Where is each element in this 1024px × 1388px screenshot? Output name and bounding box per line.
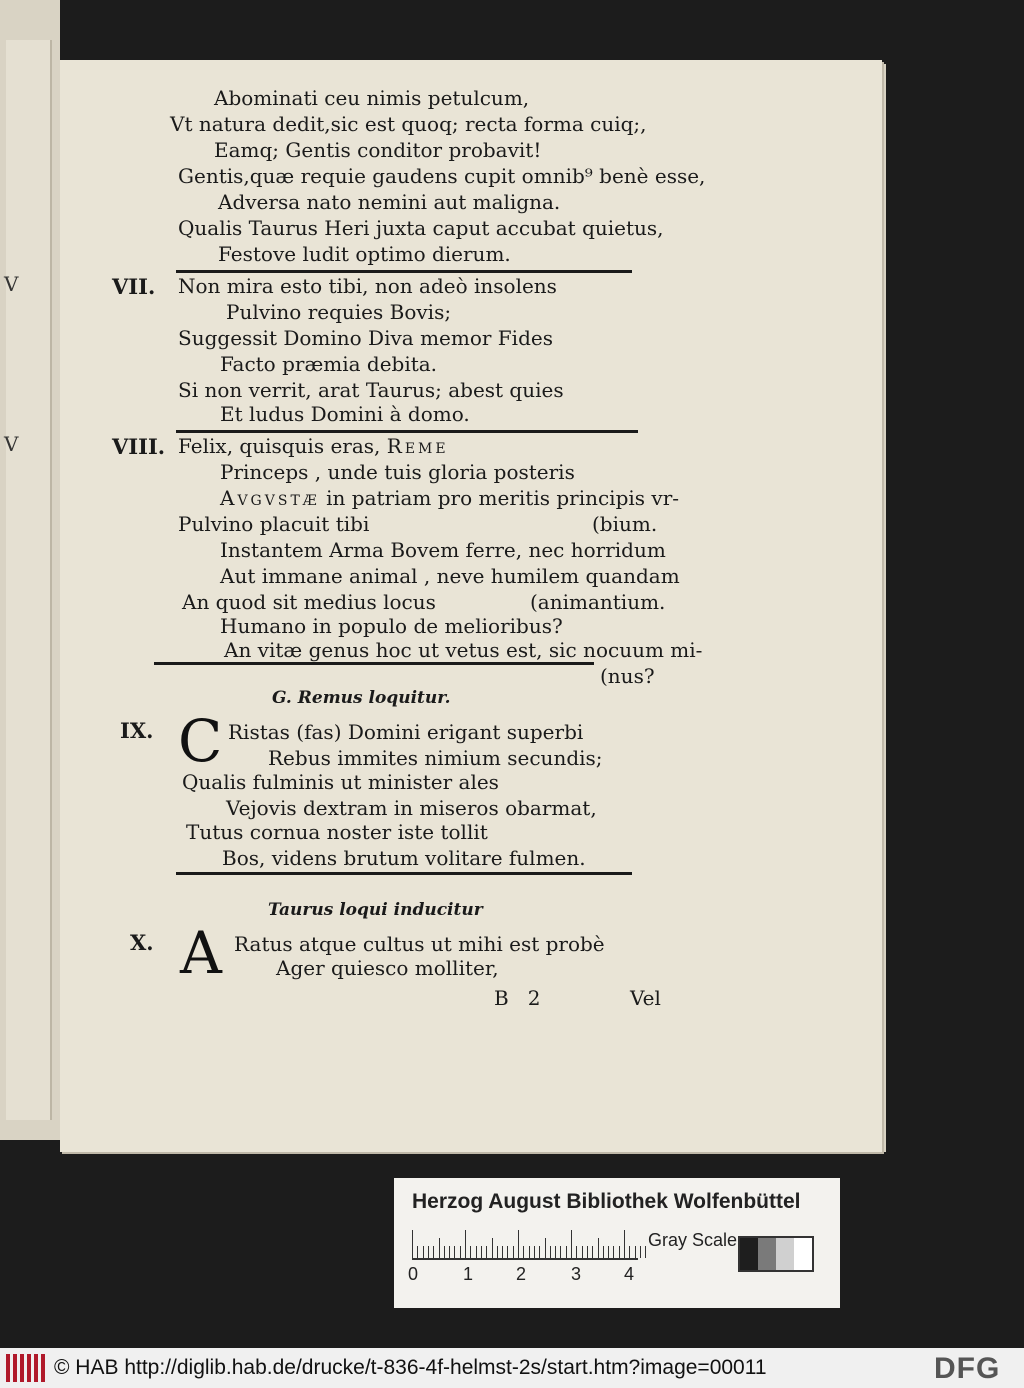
poem-line: Et ludus Domini à domo. — [220, 402, 470, 426]
ruler-tick — [587, 1246, 588, 1258]
ruler-tick — [465, 1230, 466, 1258]
ruler-tick — [582, 1246, 583, 1258]
copyright-url[interactable]: © HAB http://diglib.hab.de/drucke/t-836-4f-helmst-2s/start.htm?image=00011 — [54, 1356, 767, 1379]
margin-mark: V — [4, 432, 19, 456]
ruler-tick — [444, 1246, 445, 1258]
poem-line: Qualis Taurus Heri juxta caput accubat quietus, — [178, 216, 664, 240]
footer-bar — [0, 1348, 1024, 1388]
ruler-tick — [497, 1246, 498, 1258]
poem-line: Non mira esto tibi, non adeò insolens — [178, 274, 557, 298]
poem-line: Pulvino placuit tibi — [178, 512, 370, 536]
turnover-text: (animantium. — [530, 590, 666, 614]
margin-mark: V — [4, 272, 19, 296]
poem-line: Eamq; Gentis conditor probavit! — [214, 138, 542, 162]
ruler-tick — [417, 1246, 418, 1258]
library-name: Herzog August Bibliothek Wolfenbüttel — [412, 1190, 801, 1213]
ruler-number: 4 — [624, 1264, 635, 1284]
poem-line: Festove ludit optimo dierum. — [218, 242, 511, 266]
poem-line: Abominati ceu nimis petulcum, — [214, 86, 530, 110]
dfg-logo: DFG — [934, 1352, 1001, 1385]
poem-line: Qualis fulminis ut minister ales — [182, 770, 499, 794]
ruler-tick — [518, 1230, 519, 1258]
poem-line-text: Felix, quisquis eras, — [178, 434, 381, 458]
scale-ruler — [412, 1228, 638, 1260]
stanza-rule — [176, 270, 632, 273]
poem-line: An vitæ genus hoc ut vetus est, sic nocuum mi- — [224, 638, 703, 662]
ruler-tick — [507, 1246, 508, 1258]
stanza-number: X. — [130, 930, 154, 955]
color-scale-card — [394, 1178, 840, 1308]
ruler-tick — [433, 1246, 434, 1258]
turnover-text: (nus? — [600, 664, 655, 688]
catchword: Vel — [630, 986, 661, 1010]
stanza-rule — [176, 872, 632, 875]
ruler-tick — [545, 1238, 546, 1258]
poem-line: Facto præmia debita. — [220, 352, 438, 376]
ruler-tick — [470, 1246, 471, 1258]
ruler-tick — [598, 1238, 599, 1258]
poem-line: Suggessit Domino Diva memor Fides — [178, 326, 553, 350]
speaker-heading: Taurus loqui inducitur — [268, 900, 483, 920]
ruler-number: 1 — [463, 1264, 474, 1284]
ruler-tick — [502, 1246, 503, 1258]
turnover-text: (bium. — [592, 512, 658, 536]
ruler-tick — [550, 1246, 551, 1258]
stanza-number: VIII. — [112, 434, 166, 459]
poem-line: Humano in populo de melioribus? — [220, 614, 563, 638]
ruler-tick — [423, 1246, 424, 1258]
ruler-tick — [412, 1230, 413, 1258]
ruler-tick — [481, 1246, 482, 1258]
poem-line: Aut immane animal , neve humilem quandam — [220, 564, 680, 588]
gray-scale-swatches — [738, 1236, 814, 1272]
poem-line: Instantem Arma Bovem ferre, nec horridum — [220, 538, 666, 562]
stanza-number: IX. — [120, 718, 154, 743]
poem-line — [220, 486, 679, 510]
poem-line: Rebus immites nimium secundis; — [268, 746, 603, 770]
ruler-tick — [608, 1246, 609, 1258]
ruler-tick — [454, 1246, 455, 1258]
ruler-tick — [645, 1246, 646, 1258]
ruler-tick — [534, 1246, 535, 1258]
hab-logo-icon — [6, 1354, 46, 1382]
ruler-tick — [529, 1246, 530, 1258]
signature-mark: B 2 — [494, 986, 541, 1010]
gray-scale-label: Gray Scale — [648, 1230, 738, 1250]
poem-line: Pulvino requies Bovis; — [226, 300, 452, 324]
ruler-tick — [539, 1246, 540, 1258]
poem-line: Bos, videns brutum volitare fulmen. — [222, 846, 586, 870]
ruler-tick — [439, 1238, 440, 1258]
ruler-tick — [560, 1246, 561, 1258]
ruler-number: 2 — [516, 1264, 527, 1284]
ruler-tick — [603, 1246, 604, 1258]
ruler-tick — [460, 1246, 461, 1258]
ruler-tick — [492, 1238, 493, 1258]
proper-name: Avgvstæ — [220, 486, 320, 510]
poem-line: Tutus cornua noster iste tollit — [186, 820, 488, 844]
ruler-tick — [555, 1246, 556, 1258]
poem-line: Ristas (fas) Domini erigant superbi — [228, 720, 584, 744]
drop-capital: C — [178, 707, 223, 775]
ruler-tick — [486, 1246, 487, 1258]
drop-capital: A — [180, 919, 222, 987]
proper-name: Reme — [386, 434, 449, 458]
poem-line: Vt natura dedit,sic est quoq; recta forma cuiq;, — [170, 112, 647, 136]
poem-line: Ager quiesco molliter, — [276, 956, 499, 980]
ruler-tick — [635, 1246, 636, 1258]
poem-line: An quod sit medius locus — [182, 590, 436, 614]
poem-line: Gentis,quæ requie gaudens cupit omnib⁹ benè esse, — [178, 164, 706, 188]
swatch-dark-gray — [758, 1238, 776, 1270]
ruler-number: 0 — [408, 1264, 419, 1284]
stanza-number: VII. — [112, 274, 156, 299]
poem-line: Vejovis dextram in miseros obarmat, — [226, 796, 597, 820]
adjacent-page-edge — [0, 0, 60, 1140]
ruler-tick — [476, 1246, 477, 1258]
speaker-heading: G. Remus loquitur. — [272, 688, 451, 708]
ruler-tick — [592, 1246, 593, 1258]
ruler-tick — [449, 1246, 450, 1258]
ruler-tick — [640, 1246, 641, 1258]
ruler-tick — [576, 1246, 577, 1258]
poem-line — [178, 434, 449, 458]
poem-line-text: in patriam pro meritis principis vr- — [319, 486, 680, 510]
ruler-tick — [619, 1246, 620, 1258]
ruler-number: 3 — [571, 1264, 582, 1284]
ruler-tick — [513, 1246, 514, 1258]
swatch-light-gray — [776, 1238, 794, 1270]
ruler-tick — [523, 1246, 524, 1258]
poem-line: Si non verrit, arat Taurus; abest quies — [178, 378, 564, 402]
poem-line: Ratus atque cultus ut mihi est probè — [234, 932, 605, 956]
poem-line: Princeps , unde tuis gloria posteris — [220, 460, 575, 484]
swatch-white — [794, 1238, 812, 1270]
swatch-black — [740, 1238, 758, 1270]
poem-line: Adversa nato nemini aut maligna. — [218, 190, 561, 214]
ruler-tick — [629, 1246, 630, 1258]
stanza-rule — [154, 662, 594, 665]
ruler-tick — [428, 1246, 429, 1258]
stanza-rule — [176, 430, 638, 433]
adjacent-page — [6, 40, 52, 1120]
ruler-tick — [571, 1230, 572, 1258]
ruler-tick — [613, 1246, 614, 1258]
ruler-tick — [566, 1246, 567, 1258]
ruler-tick — [624, 1230, 625, 1258]
